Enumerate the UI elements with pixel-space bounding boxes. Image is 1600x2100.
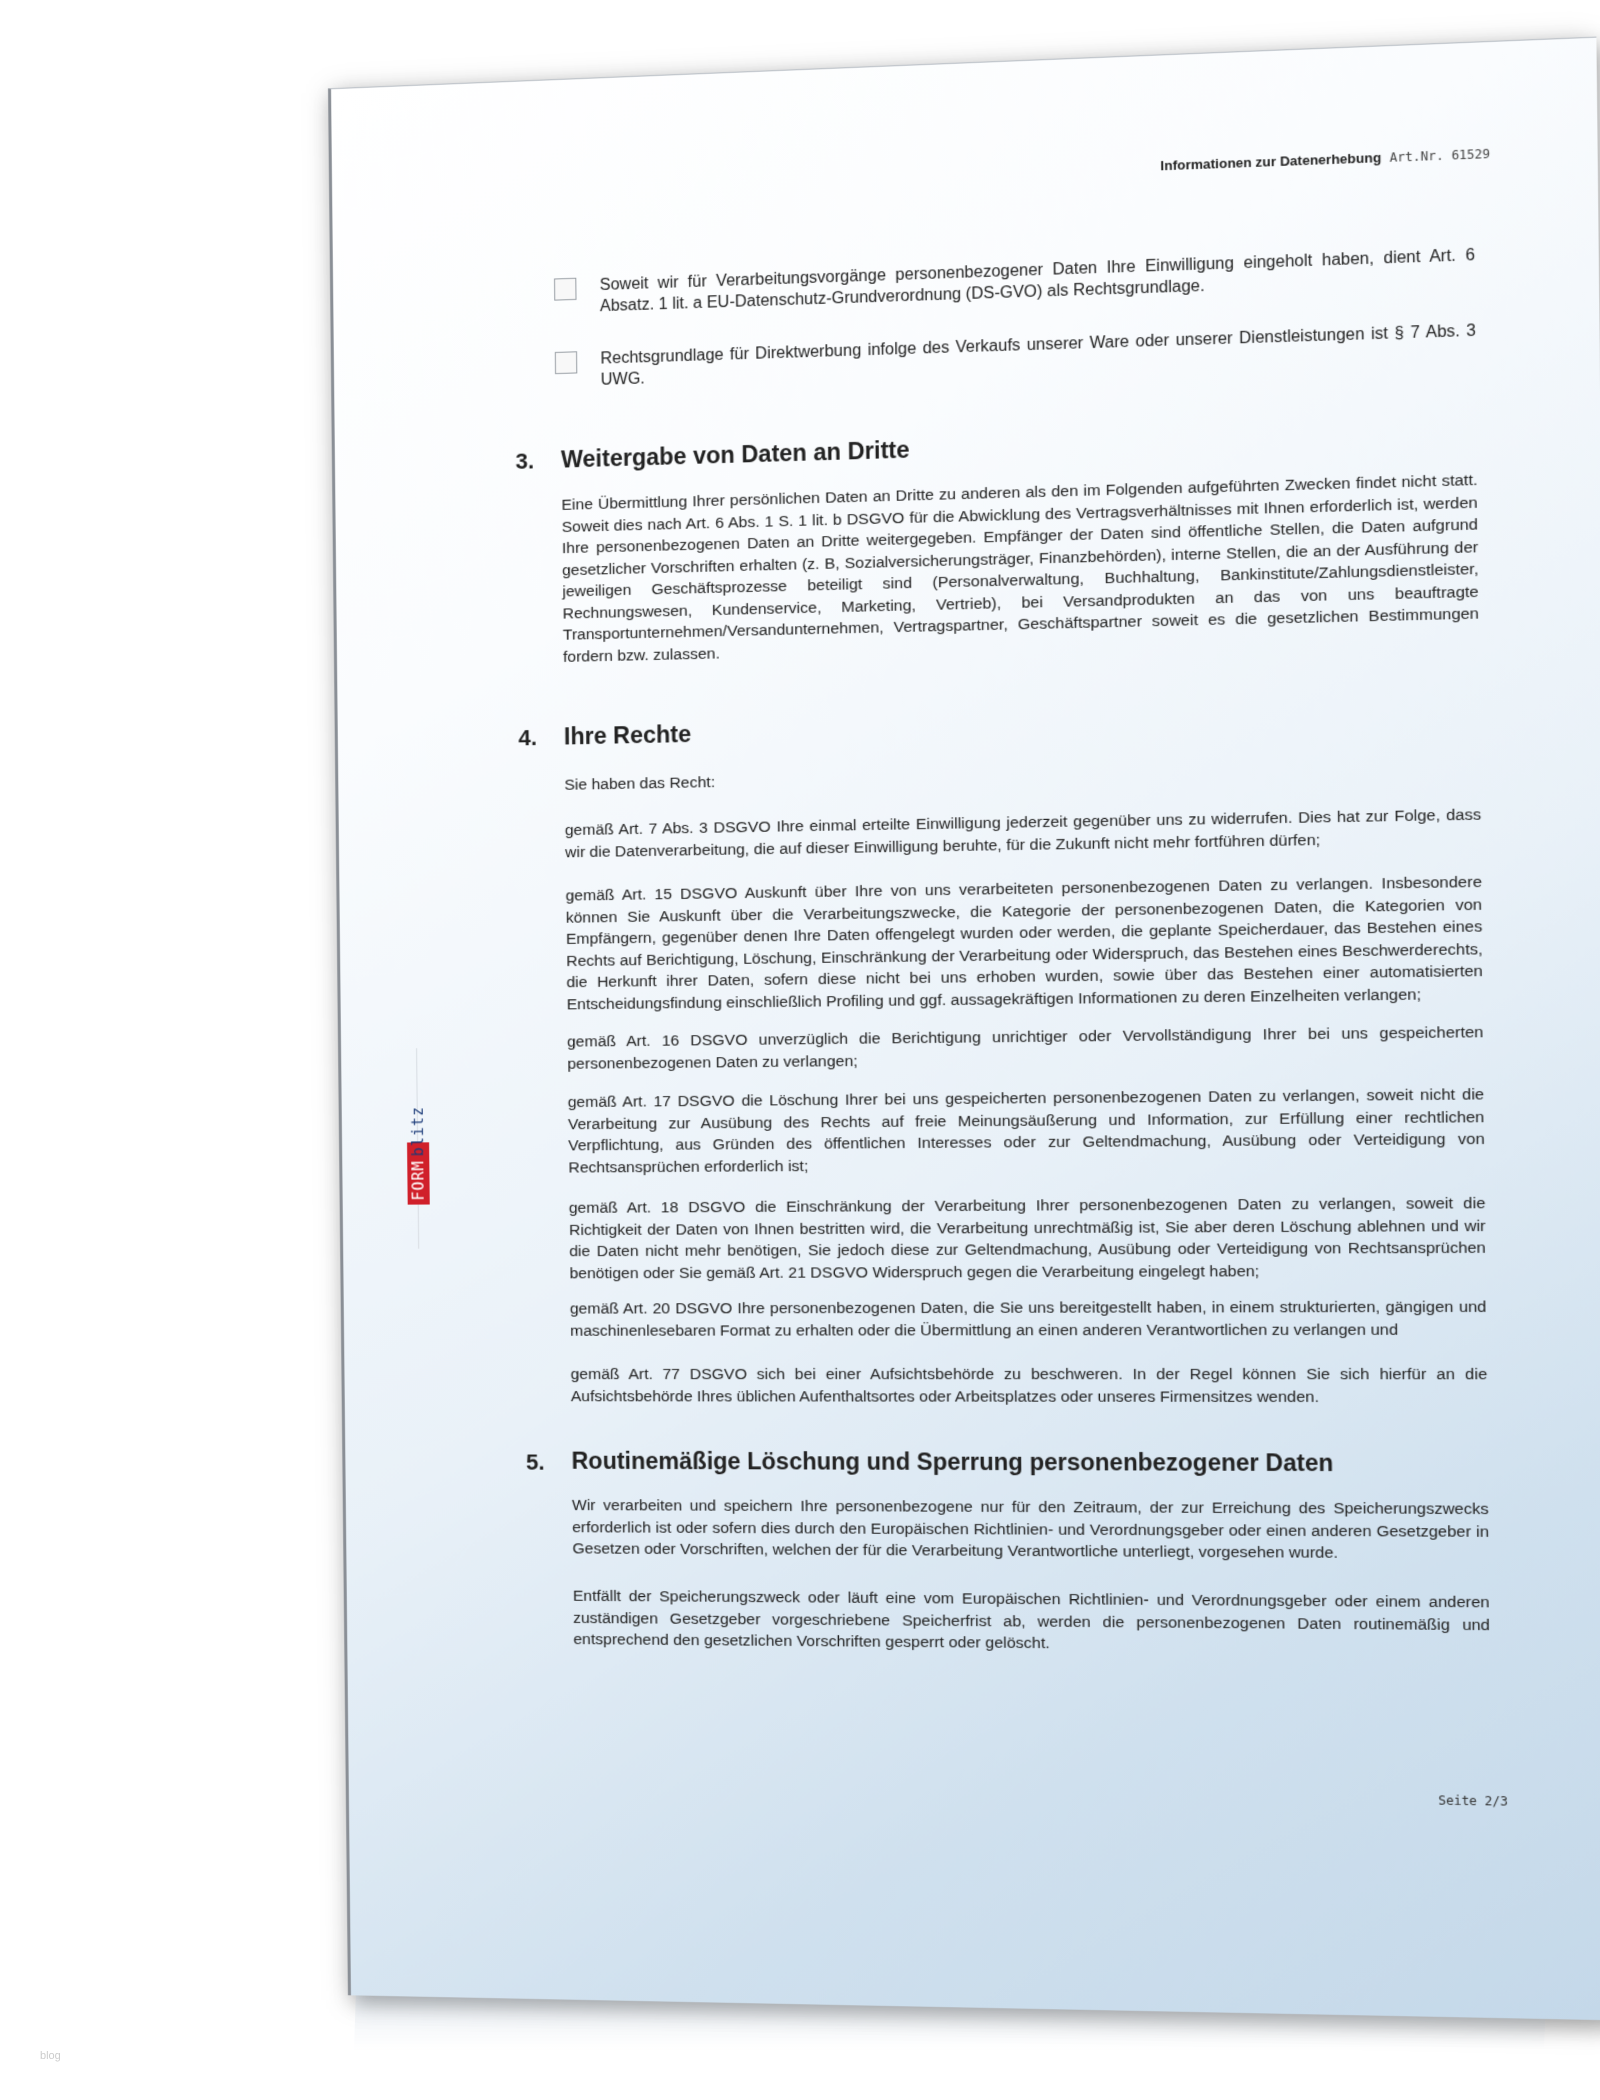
section-title: Weitergabe von Daten an Dritte bbox=[560, 436, 910, 473]
logo-text bbox=[406, 1058, 430, 1205]
document-page bbox=[328, 37, 1600, 2021]
checkbox-label: Soweit wir für Verarbeitungsvorgänge personenbezogener Daten Ihre Einwilligung eingeholt haben, dient Art. 6 Absatz. 1 lit. a EU-Datenschutz-Grundverordnung (DS-GVO) als Rechtsgrundlage. bbox=[599, 246, 1476, 316]
logo-text-form: FORM bbox=[409, 1160, 428, 1201]
section-number: 5. bbox=[525, 1449, 545, 1475]
paragraph: Sie haben das Recht: bbox=[564, 773, 716, 794]
checkbox-item bbox=[560, 320, 1476, 392]
paragraph: gemäß Art. 17 DSGVO die Löschung Ihrer bei uns gespeicherten personenbezogenen Daten zu verlangen, soweit nicht die Verarbeitung zur Ausübung des Rechts auf freie Meinungsäußerung und Information, zur Erfüllung einer rechtlichen Verpflichtung, aus Gründen des öffentlichen Interesses oder zur Geltendmachung, Ausübung oder Verteidigung von Rechtsansprüchen erforderlich ist; bbox=[567, 1085, 1485, 1177]
header-title: Informationen zur Datenerhebung bbox=[1160, 149, 1382, 174]
checkbox[interactable] bbox=[554, 278, 576, 301]
paragraph: gemäß Art. 16 DSGVO unverzüglich die Berichtigung unrichtiger oder Vervollständigung Ihrer bei uns gespeicherten personenbezogenen Daten zu verlangen; bbox=[567, 1023, 1484, 1073]
paragraph: Entfällt der Speicherungszweck oder läuft eine vom Europäischen Richtlinien- und Verordnungsgeber oder einem anderen zuständigen Gesetzgeber vorgeschriebene Speicherfrist ab, werden die personenbezogenen Daten routinemäßig und entsprechend den gesetzlichen Vorschriften gesperrt oder gelöscht. bbox=[572, 1587, 1491, 1653]
paragraph: gemäß Art. 15 DSGVO Auskunft über Ihre von uns verarbeiteten personenbezogenen Daten zu verlangen. Insbesondere können Sie Auskunft über die Verarbeitungszwecke, die Kategorie der personenbezogenen Daten, die Kategorien von Empfängern, gegenüber denen Ihre Daten offengelegt wurden oder werden, die geplante Speicherdauer, das Bestehen eines Rechts auf Berichtigung, Löschung, Einschränkung der Verarbeitung oder Widerspruch, das Bestehen eines Beschwerderechts, die Herkunft ihrer Daten, sofern diese nicht bei uns erhoben wurden, sowie über das Bestehen einer automatisierten Entscheidungsfindung einschließlich Profiling und ggf. aussagekräftigen Informationen zu deren Einzelheiten verlangen; bbox=[565, 873, 1483, 1013]
corner-watermark: blog bbox=[40, 2050, 61, 2062]
paragraph: Wir verarbeiten und speichern Ihre personenbezogene nur für den Zeitraum, der zur Erreichung des Speicherungszwecks erforderlich ist oder sofern dies durch den Europäischen Richtlinien- und Verordnungsgeber oder einen anderen Gesetzgeber in Gesetzen oder Vorschriften, welchen der für die Verarbeitung Verantwortliche unterliegt, vorgesehen wurde. bbox=[571, 1496, 1490, 1562]
logo-text-blitz: blitz bbox=[408, 1105, 428, 1157]
paragraph: gemäß Art. 77 DSGVO sich bei einer Aufsichtsbehörde zu beschweren. In der Regel können Sie sich hierfür an die Aufsichtsbehörde Ihres üblichen Aufenthaltsortes oder Arbeitsplatzes oder unseres Firmensitzes wenden. bbox=[570, 1365, 1488, 1406]
checkbox[interactable] bbox=[555, 351, 577, 374]
checkbox-item bbox=[559, 245, 1475, 319]
section-number: 4. bbox=[518, 724, 538, 751]
article-number: Art.Nr. 61529 bbox=[1389, 146, 1491, 165]
paragraph: gemäß Art. 20 DSGVO Ihre personenbezogenen Daten, die Sie uns bereitgestellt haben, in einem strukturierten, gängigen und maschinenlesebaren Format zu erhalten oder die Übermittlung an einen anderen Verantwortlichen zu verlangen und bbox=[569, 1298, 1487, 1340]
paragraph: gemäß Art. 7 Abs. 3 DSGVO Ihre einmal erteilte Einwilligung jederzeit gegenüber uns zu widerrufen. Dies hat zur Folge, dass wir die Datenverarbeitung, die auf dieser Einwilligung beruhte, für die Zukunft nicht mehr fortführen dürfen; bbox=[564, 806, 1482, 861]
document-header bbox=[1160, 146, 1490, 174]
formblitz-logo bbox=[406, 1058, 430, 1205]
section-title: Routinemäßige Löschung und Sperrung personenbezogener Daten bbox=[571, 1447, 1334, 1477]
section-title: Ihre Rechte bbox=[563, 720, 692, 750]
paragraph: Eine Übermittlung Ihrer persönlichen Daten an Dritte zu anderen als den im Folgenden aufgeführten Zwecken findet nicht statt. Soweit dies nach Art. 6 Abs. 1 S. 1 lit. b DSGVO für die Abwicklung des Vertragsverhältnisses mit Ihnen erforderlich ist, werden Ihre personenbezogenen Daten an Dritte weitergegeben. Empfänger der Daten sind öffentliche Stellen, die Daten aufgrund gesetzlicher Vorschriften erhalten (z. B, Sozialversicherungsträger, Finanzbehörden), interne Stellen, die an der Ausführung der jeweiligen Geschäftsprozesse beteiligt sind (Personalverwaltung, Buchhaltung, Bankinstitute/Zahlungsdienstleister, Rechnungswesen, Kundenservice, Marketing, Vertrieb), bei Versandprodukten an das von uns beauftragte Transportunternehmen/Versandunternehmen, Vertragspartner, Geschäftspartner soweit es die gesetzlichen Bestimmungen fordern bzw. zulassen. bbox=[561, 471, 1480, 666]
page-number: Seite 2/3 bbox=[1438, 1793, 1509, 1809]
paragraph: gemäß Art. 18 DSGVO die Einschränkung der Verarbeitung Ihrer personenbezogenen Daten zu verlangen, soweit die Richtigkeit der Daten von Ihnen bestritten wird, die Verarbeitung unrechtmäßig ist, Sie aber deren Löschung ablehnen und wir die Daten nicht mehr benötigen, Sie jedoch diese zur Geltendmachung, Ausübung oder Verteidigung von Rechtsansprüchen benötigen oder Sie gemäß Art. 21 DSGVO Widerspruch gegen die Verarbeitung eingelegt haben; bbox=[568, 1194, 1486, 1282]
section-number: 3. bbox=[515, 448, 535, 474]
checkbox-label: Rechtsgrundlage für Direktwerbung infolge des Verkaufs unserer Ware oder unserer Dienstleistungen ist § 7 Abs. 3 UWG. bbox=[600, 322, 1477, 389]
